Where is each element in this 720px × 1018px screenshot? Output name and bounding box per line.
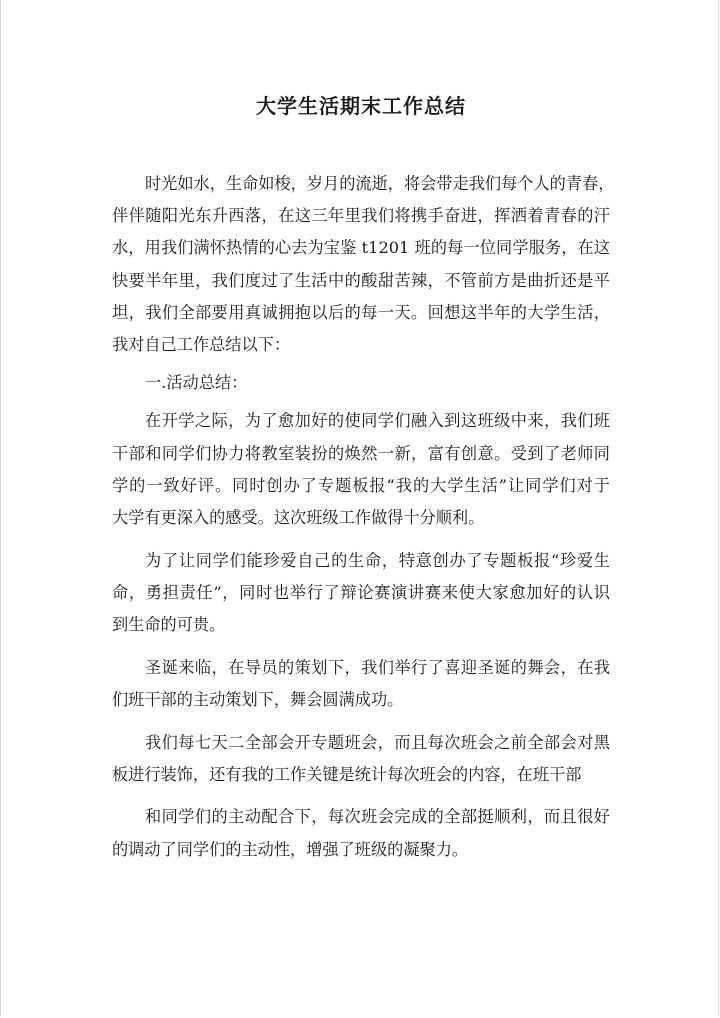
text-line: 伴伴随阳光东升西落，在这三年里我们将携手奋进，挥洒着青春的汗 [112,206,610,226]
text-line: 快要半年里，我们度过了生活中的酸甜苦辣，不管前方是曲折还是平 [112,270,610,290]
text-line: 的调动了同学们的主动性，增强了班级的凝聚力。 [112,839,469,859]
text-line: 水，用我们满怀热情的心去为宝鉴 t1201 班的每一位同学服务，在这 [112,238,610,258]
paragraph-opening [112,405,610,534]
text-line: 一.活动总结： [145,373,248,393]
text-line: 干部和同学们协力将教室装扮的焕然一新，富有创意。受到了老师同 [112,443,610,463]
text-line: 板进行装饰，还有我的工作关键是统计每次班会的内容，在班干部 [112,764,582,784]
text-line: 和同学们的主动配合下，每次班会完成的全部挺顺利，而且很好 [145,807,610,827]
paragraph-cherish-life [112,545,610,642]
text-line: 圣诞来临，在导员的策划下，我们举行了喜迎圣诞的舞会，在我 [145,657,610,677]
section-heading-activities [112,367,610,399]
document-body [112,168,615,866]
text-line: 在开学之际，为了愈加好的使同学们融入到这班级中来，我们班 [145,411,610,431]
text-line: 我们每七天二全部会开专题班会，而且每次班会之前全部会对黑 [145,732,610,752]
text-line: 时光如水，生命如梭，岁月的流逝，将会带走我们每个人的青春， [145,174,615,193]
paragraph-christmas [112,652,610,716]
text-line: 大学有更深入的感受。这次班级工作做得十分顺利。 [112,507,485,527]
text-line: 坦，我们全部要用真诚拥抱以后的每一天。回想这半年的大学生活， [112,302,610,322]
text-line: 们班干部的主动策划下，舞会圆满成功。 [112,689,404,709]
text-line: 为了让同学们能珍爱自己的生命，特意创办了专题板报“珍爱生 [145,550,610,570]
text-line: 我对自己工作总结以下： [112,334,291,354]
paragraph-intro [112,168,615,361]
paragraph-cohesion [112,801,610,865]
text-line: 命，勇担责任”，同时也举行了辩论赛演讲赛来使大家愈加好的认识 [112,582,610,602]
document-title: 大学生活期末工作总结 [256,94,466,118]
text-line: 学的一致好评。同时创办了专题板报“我的大学生活”让同学们对于 [112,475,610,495]
text-line: 到生命的可贵。 [112,614,226,634]
paragraph-class-meetings [112,727,610,791]
